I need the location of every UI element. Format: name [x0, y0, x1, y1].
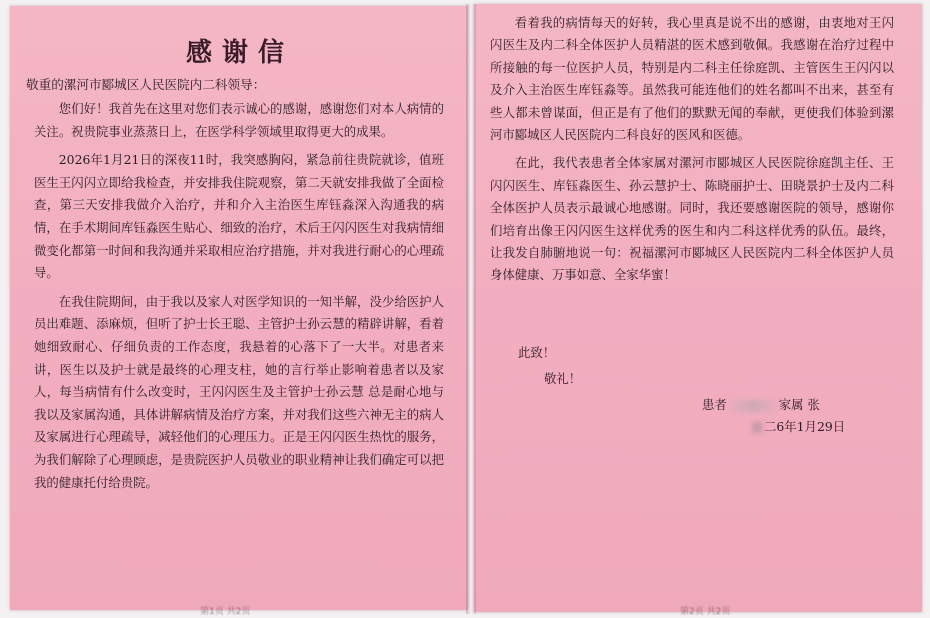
page-fold-shadow: [466, 4, 476, 614]
letter-date-text: 6年1月29日: [776, 419, 846, 434]
signature-prefix: 患者: [702, 397, 727, 412]
left-paragraph-1: 您们好！我首先在这里对您们表示诚心的感谢，感谢您们对本人病情的关注。祝贵院事业蒸蒸日上，在医学科学领域里取得更大的成果。: [34, 101, 444, 139]
left-paragraph-3: 在我住院期间，由于我以及家人对医学知识的一知半解，没少给医护人员出难题、添麻烦，但听了护士长王聪、主管护士孙云慧的精辟讲解，看着她细致耐心、仔细负责的工作态度，我悬着的心落下了一大半。对患者来讲，医生以及护士就是最终的心理支柱，她的言行举止影响着患者以及家人，每当病情有什么改变时，王闪闪医生及主管护士孙云慧 总是耐心地与我以及家属沟通，具体讲解病情及治疗方案，并对我们这些六神无主的病人及家属进行心理疏导，减轻他们的心理压力。正是王闪闪医生热忱的服务，为我们解除了心理顾虑，是贵院医护人员敬业的职业精神让我们确定可以把我的健康托付给贵院。: [34, 293, 444, 490]
page-number-left: 第1页 共2页: [200, 607, 251, 617]
letter-date: [752, 416, 845, 438]
letter-title: 感谢信: [185, 38, 294, 68]
left-page-body: [26, 74, 444, 500]
signature: [702, 394, 820, 416]
closing-regards: 敬礼！: [544, 371, 582, 386]
redacted-year-digits: [752, 422, 762, 433]
page-number-right: 第2页 共2页: [680, 607, 731, 617]
right-paragraph-2: 在此，我代表患者全体家属对漯河市郾城区人民医院徐庭凯主任、王闪闪医生、库钰淼医生、孙云慧护士、陈晓丽护士、田晓景护士及内二科全体医护人员表示最诚心地感谢。同时，我还要感谢医院的领导，感谢你们培育出像王闪闪医生这样优秀的医生和内二科这样优秀的队伍。最终，让我发自肺腑地说一句：祝福漯河市郾城区人民医院内二科全体医护人员身体健康、万事如意、全家华蜜！: [490, 155, 894, 283]
left-paragraph-2: 2026年1月21日的深夜11时，我突感胸闷，紧急前往贵院就诊，值班医生王闪闪立即给我检查，并安排我住院观察，第二天就安排我做了全面检查，第三天安排我做介入治疗，并和介入主治医生库钰淼深入沟通我的病情，在手术期间库钰淼医生贴心、细致的治疗，术后王闪闪医生对我病情细微变化都第一时间和我沟通并采取相应治疗措施，并对我进行耐心的心理疏导。: [34, 152, 444, 281]
redacted-name: [727, 400, 779, 412]
letter-date-prefix: 二: [764, 419, 777, 434]
right-paragraph-1: 看着我的病情每天的好转，我心里真是说不出的感谢，由衷地对王闪闪医生及内二科全体医护人员精湛的医术感到敬佩。我感谢在治疗过程中所接触的每一位医护人员，特别是内二科主任徐庭凯、主管医生王闪闪以及介入主治医生库钰淼等。虽然我可能连他们的姓名都叫不出来，甚至有些人都未曾谋面，但正是有了他们的默默无闻的奉献，更使我们体验到漯河市郾城区人民医院内二科良好的医风和医德。: [490, 15, 894, 143]
right-page-body: [490, 12, 894, 293]
signature-suffix: 家属 张: [778, 397, 820, 412]
closing-salutation: 此致！: [518, 345, 556, 360]
letter-greeting: 敬重的漯河市郾城区人民医院内二科领导：: [26, 77, 266, 92]
